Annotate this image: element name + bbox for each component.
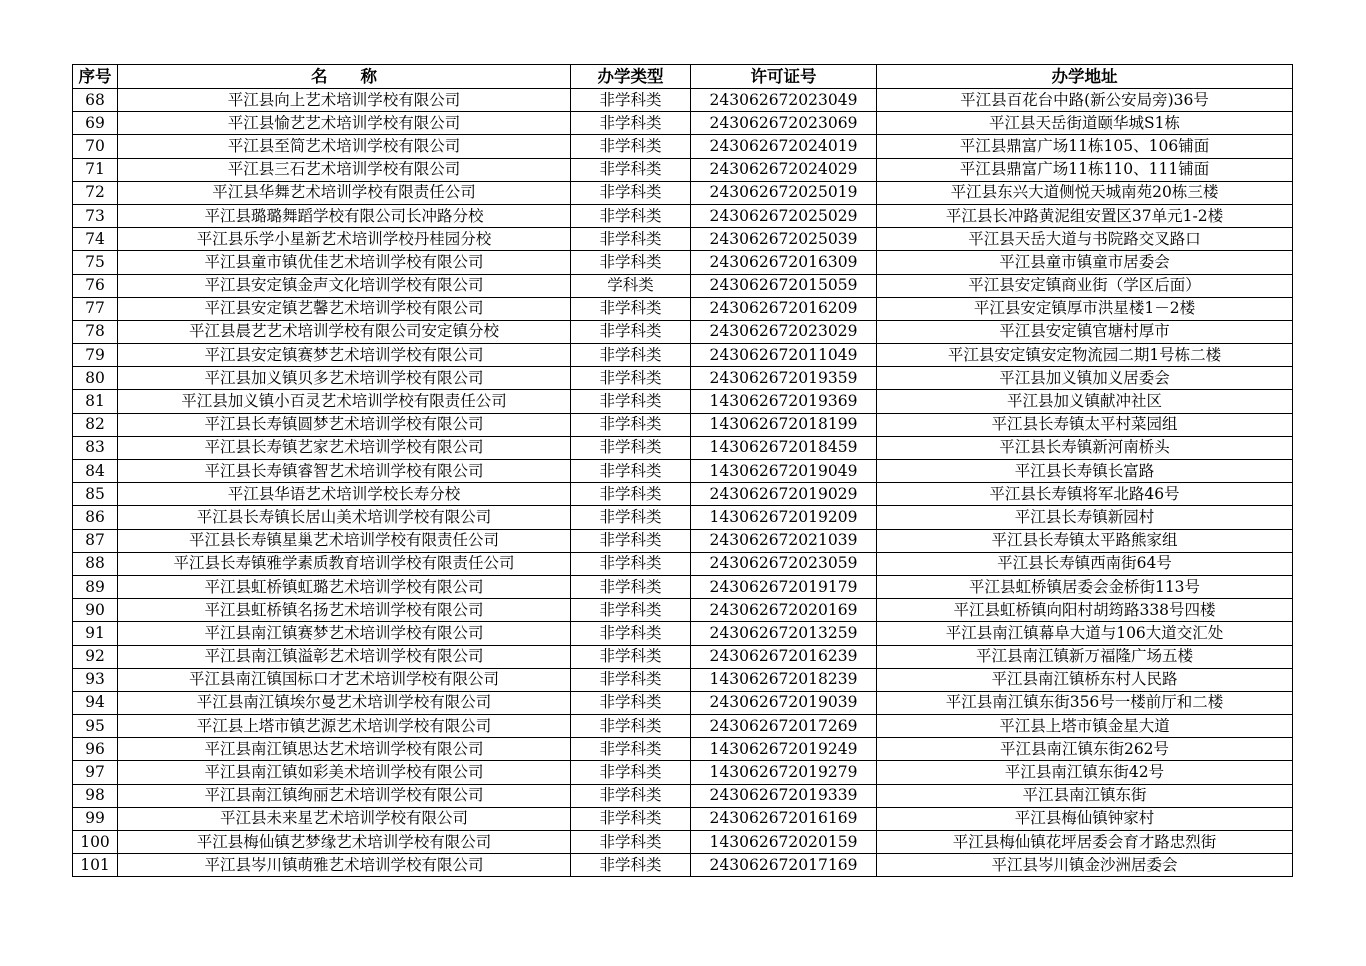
cell-address: 平江县长寿镇长富路 (877, 460, 1293, 483)
cell-index: 99 (73, 807, 118, 830)
cell-license: 243062672015059 (691, 274, 877, 297)
cell-address: 平江县安定镇官塘村厚市 (877, 320, 1293, 343)
cell-index: 97 (73, 761, 118, 784)
table-row (73, 483, 1293, 506)
table-row (73, 460, 1293, 483)
cell-license: 243062672019029 (691, 483, 877, 506)
cell-address: 平江县南江镇新万福隆广场五楼 (877, 645, 1293, 668)
table-row (73, 204, 1293, 227)
cell-license: 243062672016239 (691, 645, 877, 668)
table-body (73, 89, 1293, 877)
cell-license: 143062672018199 (691, 413, 877, 436)
cell-name: 平江县乐学小星新艺术培训学校丹桂园分校 (118, 228, 571, 251)
cell-address: 平江县梅仙镇花坪居委会育才路忠烈街 (877, 831, 1293, 854)
cell-name: 平江县梅仙镇艺梦缘艺术培训学校有限公司 (118, 831, 571, 854)
cell-index: 88 (73, 552, 118, 575)
cell-index: 100 (73, 831, 118, 854)
cell-type: 非学科类 (571, 552, 691, 575)
cell-type: 非学科类 (571, 320, 691, 343)
cell-address: 平江县长寿镇将军北路46号 (877, 483, 1293, 506)
cell-license: 143062672019209 (691, 506, 877, 529)
cell-index: 101 (73, 854, 118, 877)
cell-name: 平江县南江镇埃尔曼艺术培训学校有限公司 (118, 691, 571, 714)
cell-name: 平江县至简艺术培训学校有限公司 (118, 135, 571, 158)
cell-type: 非学科类 (571, 715, 691, 738)
cell-index: 73 (73, 204, 118, 227)
cell-name: 平江县长寿镇长居山美术培训学校有限公司 (118, 506, 571, 529)
cell-address: 平江县长寿镇新园村 (877, 506, 1293, 529)
table-row (73, 807, 1293, 830)
table-row (73, 413, 1293, 436)
cell-address: 平江县南江镇东街42号 (877, 761, 1293, 784)
cell-address: 平江县南江镇幕阜大道与106大道交汇处 (877, 622, 1293, 645)
cell-address: 平江县童市镇童市居委会 (877, 251, 1293, 274)
cell-license: 243062672019339 (691, 784, 877, 807)
cell-name: 平江县南江镇赛梦艺术培训学校有限公司 (118, 622, 571, 645)
cell-address: 平江县天岳街道颐华城S1栋 (877, 112, 1293, 135)
cell-license: 243062672019179 (691, 575, 877, 598)
cell-address: 平江县梅仙镇钟家村 (877, 807, 1293, 830)
cell-address: 平江县天岳大道与书院路交叉路口 (877, 228, 1293, 251)
cell-name: 平江县长寿镇艺家艺术培训学校有限公司 (118, 436, 571, 459)
cell-index: 71 (73, 158, 118, 181)
cell-name: 平江县向上艺术培训学校有限公司 (118, 89, 571, 112)
cell-type: 非学科类 (571, 89, 691, 112)
cell-name: 平江县长寿镇星巢艺术培训学校有限责任公司 (118, 529, 571, 552)
cell-license: 243062672020169 (691, 599, 877, 622)
cell-license: 243062672024029 (691, 158, 877, 181)
cell-type: 非学科类 (571, 506, 691, 529)
cell-address: 平江县岑川镇金沙洲居委会 (877, 854, 1293, 877)
cell-index: 77 (73, 297, 118, 320)
cell-index: 96 (73, 738, 118, 761)
cell-index: 86 (73, 506, 118, 529)
cell-type: 非学科类 (571, 181, 691, 204)
cell-index: 98 (73, 784, 118, 807)
table-row (73, 436, 1293, 459)
cell-address: 平江县南江镇东街356号一楼前厅和二楼 (877, 691, 1293, 714)
cell-type: 非学科类 (571, 204, 691, 227)
cell-name: 平江县长寿镇雅学素质教育培训学校有限责任公司 (118, 552, 571, 575)
cell-license: 243062672021039 (691, 529, 877, 552)
cell-license: 143062672018239 (691, 668, 877, 691)
cell-license: 243062672023059 (691, 552, 877, 575)
cell-address: 平江县长寿镇太平路熊家组 (877, 529, 1293, 552)
cell-type: 非学科类 (571, 761, 691, 784)
cell-type: 非学科类 (571, 784, 691, 807)
cell-license: 243062672016309 (691, 251, 877, 274)
cell-license: 243062672013259 (691, 622, 877, 645)
cell-license: 243062672019039 (691, 691, 877, 714)
table-row (73, 367, 1293, 390)
cell-index: 82 (73, 413, 118, 436)
cell-name: 平江县长寿镇圆梦艺术培训学校有限公司 (118, 413, 571, 436)
cell-name: 平江县长寿镇睿智艺术培训学校有限公司 (118, 460, 571, 483)
cell-index: 83 (73, 436, 118, 459)
cell-type: 非学科类 (571, 460, 691, 483)
cell-index: 95 (73, 715, 118, 738)
table-row (73, 320, 1293, 343)
table-row (73, 228, 1293, 251)
cell-type: 非学科类 (571, 297, 691, 320)
cell-index: 89 (73, 575, 118, 598)
cell-index: 84 (73, 460, 118, 483)
cell-name: 平江县未来星艺术培训学校有限公司 (118, 807, 571, 830)
cell-license: 143062672019049 (691, 460, 877, 483)
cell-name: 平江县加义镇贝多艺术培训学校有限公司 (118, 367, 571, 390)
table-row (73, 297, 1293, 320)
cell-name: 平江县安定镇艺馨艺术培训学校有限公司 (118, 297, 571, 320)
cell-license: 243062672017269 (691, 715, 877, 738)
cell-license: 243062672017169 (691, 854, 877, 877)
cell-type: 非学科类 (571, 668, 691, 691)
cell-license: 243062672011049 (691, 344, 877, 367)
cell-license: 243062672025039 (691, 228, 877, 251)
cell-type: 学科类 (571, 274, 691, 297)
cell-index: 75 (73, 251, 118, 274)
cell-name: 平江县南江镇溢彰艺术培训学校有限公司 (118, 645, 571, 668)
cell-type: 非学科类 (571, 599, 691, 622)
cell-address: 平江县鼎富广场11栋110、111铺面 (877, 158, 1293, 181)
cell-type: 非学科类 (571, 390, 691, 413)
table-row (73, 645, 1293, 668)
cell-address: 平江县安定镇厚市洪星楼1－2楼 (877, 297, 1293, 320)
cell-index: 90 (73, 599, 118, 622)
cell-type: 非学科类 (571, 691, 691, 714)
header-index: 序号 (73, 65, 118, 89)
table-row (73, 715, 1293, 738)
cell-name: 平江县晨艺艺术培训学校有限公司安定镇分校 (118, 320, 571, 343)
cell-type: 非学科类 (571, 112, 691, 135)
cell-index: 70 (73, 135, 118, 158)
table-row (73, 344, 1293, 367)
cell-address: 平江县南江镇桥东村人民路 (877, 668, 1293, 691)
cell-license: 143062672018459 (691, 436, 877, 459)
cell-index: 72 (73, 181, 118, 204)
cell-license: 243062672024019 (691, 135, 877, 158)
cell-address: 平江县加义镇加义居委会 (877, 367, 1293, 390)
table-row (73, 135, 1293, 158)
cell-type: 非学科类 (571, 251, 691, 274)
table-row (73, 552, 1293, 575)
cell-index: 68 (73, 89, 118, 112)
table-row (73, 181, 1293, 204)
cell-address: 平江县鼎富广场11栋105、106铺面 (877, 135, 1293, 158)
cell-type: 非学科类 (571, 645, 691, 668)
cell-name: 平江县华舞艺术培训学校有限责任公司 (118, 181, 571, 204)
cell-name: 平江县加义镇小百灵艺术培训学校有限责任公司 (118, 390, 571, 413)
cell-index: 85 (73, 483, 118, 506)
header-license: 许可证号 (691, 65, 877, 89)
table-row (73, 854, 1293, 877)
cell-address: 平江县长冲路黄泥组安置区37单元1-2楼 (877, 204, 1293, 227)
cell-type: 非学科类 (571, 158, 691, 181)
cell-address: 平江县东兴大道侧悦天城南苑20栋三楼 (877, 181, 1293, 204)
cell-type: 非学科类 (571, 135, 691, 158)
table-row (73, 831, 1293, 854)
table-row (73, 575, 1293, 598)
table-row (73, 274, 1293, 297)
header-address: 办学地址 (877, 65, 1293, 89)
cell-type: 非学科类 (571, 483, 691, 506)
cell-address: 平江县长寿镇太平村菜园组 (877, 413, 1293, 436)
cell-name: 平江县安定镇赛梦艺术培训学校有限公司 (118, 344, 571, 367)
cell-name: 平江县虹桥镇名扬艺术培训学校有限公司 (118, 599, 571, 622)
table-row (73, 668, 1293, 691)
cell-name: 平江县上塔市镇艺源艺术培训学校有限公司 (118, 715, 571, 738)
table-row (73, 599, 1293, 622)
table-row (73, 89, 1293, 112)
table-row (73, 691, 1293, 714)
cell-address: 平江县上塔市镇金星大道 (877, 715, 1293, 738)
cell-address: 平江县虹桥镇居委会金桥街113号 (877, 575, 1293, 598)
table-header (73, 65, 1293, 89)
cell-license: 243062672025019 (691, 181, 877, 204)
cell-type: 非学科类 (571, 622, 691, 645)
cell-license: 143062672020159 (691, 831, 877, 854)
table-row (73, 622, 1293, 645)
cell-index: 92 (73, 645, 118, 668)
cell-address: 平江县南江镇东街 (877, 784, 1293, 807)
cell-name: 平江县虹桥镇虹璐艺术培训学校有限公司 (118, 575, 571, 598)
cell-address: 平江县长寿镇新河南桥头 (877, 436, 1293, 459)
table-row (73, 784, 1293, 807)
cell-index: 91 (73, 622, 118, 645)
cell-index: 94 (73, 691, 118, 714)
header-row (73, 65, 1293, 89)
cell-type: 非学科类 (571, 807, 691, 830)
cell-type: 非学科类 (571, 367, 691, 390)
table-row (73, 506, 1293, 529)
cell-type: 非学科类 (571, 854, 691, 877)
cell-type: 非学科类 (571, 413, 691, 436)
cell-name: 平江县华语艺术培训学校长寿分校 (118, 483, 571, 506)
cell-type: 非学科类 (571, 228, 691, 251)
header-name: 名 称 (118, 65, 571, 89)
cell-type: 非学科类 (571, 436, 691, 459)
table-row (73, 390, 1293, 413)
cell-index: 79 (73, 344, 118, 367)
cell-type: 非学科类 (571, 575, 691, 598)
cell-name: 平江县愉艺艺术培训学校有限公司 (118, 112, 571, 135)
cell-address: 平江县长寿镇西南街64号 (877, 552, 1293, 575)
cell-address: 平江县虹桥镇向阳村胡筠路338号四楼 (877, 599, 1293, 622)
cell-index: 81 (73, 390, 118, 413)
table-row (73, 761, 1293, 784)
cell-name: 平江县南江镇绚丽艺术培训学校有限公司 (118, 784, 571, 807)
cell-address: 平江县安定镇安定物流园二期1号栋二楼 (877, 344, 1293, 367)
cell-name: 平江县南江镇如彩美术培训学校有限公司 (118, 761, 571, 784)
table-row (73, 158, 1293, 181)
cell-index: 78 (73, 320, 118, 343)
cell-license: 143062672019369 (691, 390, 877, 413)
cell-address: 平江县百花台中路(新公安局旁)36号 (877, 89, 1293, 112)
cell-address: 平江县加义镇献冲社区 (877, 390, 1293, 413)
cell-license: 243062672019359 (691, 367, 877, 390)
cell-name: 平江县童市镇优佳艺术培训学校有限公司 (118, 251, 571, 274)
cell-license: 143062672019279 (691, 761, 877, 784)
cell-name: 平江县岑川镇萌雅艺术培训学校有限公司 (118, 854, 571, 877)
cell-index: 76 (73, 274, 118, 297)
cell-address: 平江县南江镇东街262号 (877, 738, 1293, 761)
cell-license: 143062672019249 (691, 738, 877, 761)
school-license-table (72, 64, 1293, 877)
cell-type: 非学科类 (571, 738, 691, 761)
cell-license: 243062672023049 (691, 89, 877, 112)
cell-name: 平江县南江镇思达艺术培训学校有限公司 (118, 738, 571, 761)
cell-license: 243062672025029 (691, 204, 877, 227)
table-row (73, 112, 1293, 135)
cell-name: 平江县南江镇国标口才艺术培训学校有限公司 (118, 668, 571, 691)
cell-index: 87 (73, 529, 118, 552)
cell-type: 非学科类 (571, 344, 691, 367)
cell-name: 平江县三石艺术培训学校有限公司 (118, 158, 571, 181)
cell-name: 平江县璐璐舞蹈学校有限公司长冲路分校 (118, 204, 571, 227)
cell-name: 平江县安定镇金声文化培训学校有限公司 (118, 274, 571, 297)
cell-license: 243062672023029 (691, 320, 877, 343)
header-type: 办学类型 (571, 65, 691, 89)
cell-index: 69 (73, 112, 118, 135)
cell-type: 非学科类 (571, 529, 691, 552)
cell-address: 平江县安定镇商业街（学区后面） (877, 274, 1293, 297)
table-row (73, 738, 1293, 761)
cell-index: 93 (73, 668, 118, 691)
table-row (73, 251, 1293, 274)
table-row (73, 529, 1293, 552)
cell-type: 非学科类 (571, 831, 691, 854)
cell-index: 80 (73, 367, 118, 390)
cell-license: 243062672016169 (691, 807, 877, 830)
cell-license: 243062672023069 (691, 112, 877, 135)
cell-license: 243062672016209 (691, 297, 877, 320)
cell-index: 74 (73, 228, 118, 251)
